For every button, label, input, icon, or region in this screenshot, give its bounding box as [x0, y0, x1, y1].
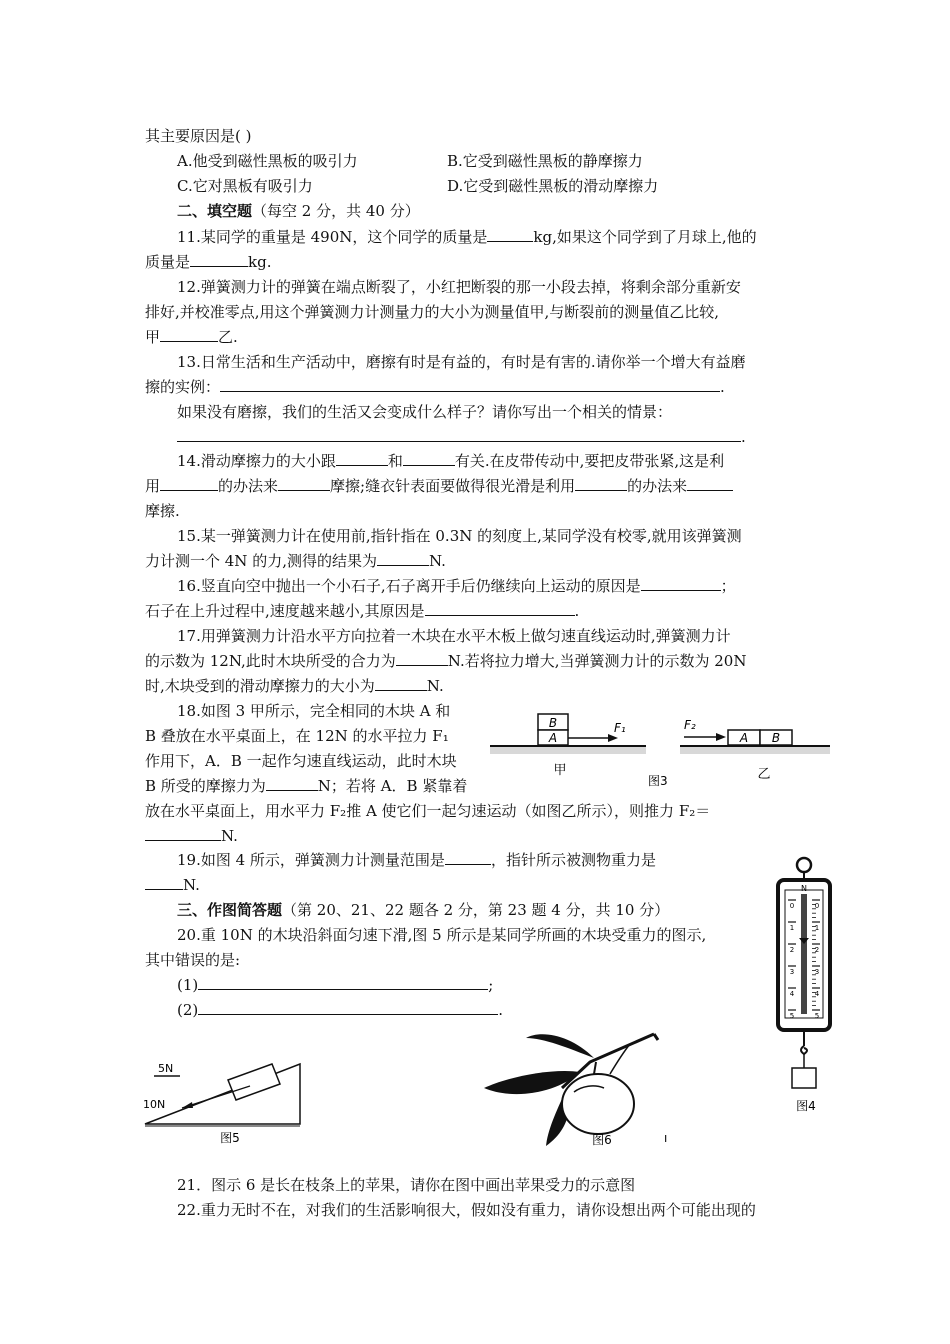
branch-tip [654, 1034, 658, 1040]
q10-option-b: B.它受到磁性黑板的静摩擦力 [447, 152, 643, 170]
leaf-top [526, 1034, 594, 1058]
tick-label: 1 [814, 924, 820, 932]
q17-line2 [145, 649, 746, 673]
q20-p2-label: (2) [177, 1001, 199, 1019]
q15-line1: 15.某一弹簧测力计在使用前,指针指在 0.3N 的刻度上,某同学没有校零,就用该弹簧测 [177, 527, 742, 545]
q14-text-e: 的办法来 [218, 477, 279, 495]
q20-part2 [177, 998, 503, 1022]
q19-blank-2[interactable] [145, 873, 183, 890]
q18-line3: 作用下，A．B 一起作匀速直线运动，此时木块 [145, 752, 457, 770]
figure-6-caption: 图6 [592, 1133, 612, 1147]
section3-title: 三、作图简答题 [177, 901, 283, 919]
scale-unit: N [801, 884, 807, 893]
scale-ring [797, 858, 811, 872]
tick-label: 0 [789, 902, 795, 910]
tick-label: 5 [814, 1012, 820, 1020]
q14-blank-5[interactable] [575, 474, 627, 491]
figure-5 [140, 1058, 305, 1150]
q16-blank-1[interactable] [641, 574, 721, 591]
q17-blank-1[interactable] [396, 649, 448, 666]
q13-text-c: . [741, 428, 746, 446]
q18-blank-1[interactable] [266, 774, 318, 791]
q17-line1: 17.用弹簧测力计沿水平方向拉着一木块在水平木板上做匀速直线运动时,弹簧测力计 [177, 627, 731, 645]
q18-text-a: B 所受的摩擦力为 [145, 777, 266, 795]
q11-text-d: kg. [248, 253, 272, 271]
section3-heading [177, 898, 669, 922]
q18-line1: 18.如图 3 甲所示，完全相同的木块 A 和 [177, 702, 451, 720]
label-yi: 乙 [757, 767, 771, 782]
q13-line2 [145, 375, 725, 399]
q20-blank-1[interactable] [198, 973, 488, 990]
gravity-arrowhead [182, 1102, 193, 1108]
q12-line2: 排好,并校准零点,用这个弹簧测力计测量力的大小为测量值甲,与断裂前的测量值乙比较, [145, 303, 720, 321]
q16-text-a: 16.竖直向空中抛出一个小石子,石子离开手后仍继续向上运动的原因是 [177, 577, 641, 595]
tick-label: 1 [789, 924, 795, 932]
q18-line4 [145, 774, 467, 798]
figure-4-caption: 图4 [796, 1099, 816, 1113]
q12-text-b: 乙. [218, 328, 238, 346]
q20-part1 [177, 973, 493, 997]
q20-blank-2[interactable] [198, 998, 498, 1015]
q16-text-b: ； [720, 577, 736, 595]
q16-blank-2[interactable] [425, 599, 575, 616]
q18-text-b: N；若将 A．B 紧靠着 [317, 777, 468, 795]
q20-line2: 其中错误的是: [145, 951, 241, 969]
q15-blank[interactable] [377, 549, 429, 566]
figure-3 [488, 710, 833, 790]
q16-line2 [145, 599, 579, 623]
q14-text-g: 的办法来 [627, 477, 688, 495]
q16-text-d: . [574, 602, 580, 620]
q16-line1 [177, 574, 736, 598]
q14-text-a: 14.滑动摩擦力的大小跟 [177, 452, 336, 470]
f1-label: F₁ [614, 721, 626, 735]
figure-6-mark: ı [664, 1131, 668, 1145]
f2-arrowhead [716, 733, 726, 741]
q11-text-b: kg,如果这个同学到了月球上,他的 [533, 228, 757, 246]
force-label: 10N [143, 1098, 166, 1111]
tick-label: 3 [789, 968, 795, 976]
q13-text-b: . [720, 378, 725, 396]
q14-text-b: 和 [387, 452, 403, 470]
section2-title: 二、填空题 [177, 202, 253, 220]
q18-text-c: N. [221, 827, 238, 845]
q13-blank-2[interactable] [177, 425, 741, 442]
q19-text-c: N. [183, 876, 200, 894]
q18-blank-2[interactable] [145, 824, 221, 841]
q17-text-b: N.若将拉力增大,当弹簧测力计的示数为 20N [447, 652, 747, 670]
q11-blank-2[interactable] [190, 250, 248, 267]
q22-line: 22.重力无时不在，对我们的生活影响很大，假如没有重力，请你设想出两个可能出现的 [177, 1201, 756, 1219]
q10-option-a: A.他受到磁性黑板的吸引力 [177, 152, 358, 170]
q14-blank-2[interactable] [403, 449, 455, 466]
table-hatch-yi [680, 747, 830, 754]
q12-line1: 12.弹簧测力计的弹簧在端点断裂了，小红把断裂的那一小段去掉，将剩余部分重新安 [177, 278, 741, 296]
q14-line1 [177, 449, 724, 473]
q12-line3 [145, 325, 238, 349]
block-a-label-yi: A [739, 731, 749, 745]
q13-line1: 13.日常生活和生产活动中，磨擦有时是有益的，有时是有害的.请你举一个增大有益磨 [177, 353, 746, 371]
q17-line3 [145, 674, 444, 698]
q17-text-a: 的示数为 12N,此时木块所受的合力为 [145, 652, 396, 670]
q19-text-b: ，指针所示被测物重力是 [490, 851, 656, 869]
figure-3-caption: 图3 [648, 774, 668, 788]
q10-tail: 其主要原因是( ) [145, 127, 252, 145]
scale-hook [801, 1046, 807, 1054]
q10-option-d: D.它受到磁性黑板的滑动摩擦力 [447, 177, 659, 195]
q14-blank-4[interactable] [278, 474, 330, 491]
q17-text-d: N. [426, 677, 444, 695]
tick-label: 4 [789, 990, 795, 998]
q20-p1-end: ; [488, 976, 494, 994]
q15-text-b: N. [428, 552, 446, 570]
q14-text-f: 摩擦;缝衣针表面要做得很光滑是利用 [330, 477, 576, 495]
q15-line2 [145, 549, 446, 573]
q20-p2-end: . [498, 1001, 504, 1019]
q12-blank[interactable] [160, 325, 218, 342]
tick-label: 0 [814, 902, 820, 910]
q14-line2 [145, 474, 733, 498]
q11-blank-1[interactable] [487, 225, 533, 242]
q11-line2 [145, 250, 271, 274]
q18-line2: B 叠放在水平桌面上，在 12N 的水平拉力 F₁ [145, 727, 449, 745]
q13-line4 [177, 425, 746, 449]
section3-note: （第 20、21、22 题各 2 分，第 23 题 4 分，共 10 分） [282, 901, 670, 919]
q11-text-c: 质量是 [145, 253, 191, 271]
q10-option-c: C.它对黑板有吸引力 [177, 177, 313, 195]
block-b-label-yi: B [771, 731, 781, 745]
q15-text-a: 力计测一个 4N 的力,测得的结果为 [145, 552, 377, 570]
tick-label: 2 [789, 946, 795, 954]
q12-text-a: 甲 [145, 328, 161, 346]
q19-blank-1[interactable] [445, 848, 491, 865]
q16-text-c: 石子在上升过程中,速度越来越小,其原因是 [145, 602, 425, 620]
q14-blank-6[interactable] [687, 474, 733, 491]
table-hatch-jia [490, 747, 646, 754]
q20-line1: 20.重 10N 的木块沿斜面匀速下滑,图 5 所示是某同学所画的木块受重力的图示, [177, 926, 707, 944]
f1-arrowhead [608, 734, 618, 742]
q11-line1 [177, 225, 757, 249]
q13-blank-1[interactable] [220, 375, 720, 392]
q19-line1 [177, 848, 656, 872]
figure-3-jia [490, 714, 646, 778]
q17-blank-2[interactable] [375, 674, 427, 691]
block-b-label: B [548, 716, 558, 730]
q14-text-c: 有关.在皮带传动中,要把皮带张紧,这是利 [454, 452, 725, 470]
tick-label: 2 [814, 946, 820, 954]
block-a-label: A [548, 731, 558, 745]
figure-5-caption: 图5 [220, 1131, 240, 1145]
tick-label: 4 [814, 990, 820, 998]
scale-spring [801, 894, 807, 1014]
q14-blank-1[interactable] [336, 449, 388, 466]
q19-text-a: 19.如图 4 所示，弹簧测力计测量范围是 [177, 851, 445, 869]
apple [562, 1074, 634, 1134]
q11-text-a: 11.某同学的重量是 490N，这个同学的质量是 [177, 228, 488, 246]
q14-line3: 摩擦. [145, 502, 180, 520]
q21-line: 21．图示 6 是长在枝条上的苹果，请你在图中画出苹果受力的示意图 [177, 1176, 636, 1194]
q18-line6 [145, 824, 238, 848]
q13-line3: 如果没有磨擦，我们的生活又会变成什么样子？请你写出一个相关的情景： [177, 403, 673, 421]
q14-blank-3[interactable] [160, 474, 218, 491]
q20-p1-label: (1) [177, 976, 199, 994]
figure-6 [470, 1028, 670, 1150]
q19-line2 [145, 873, 200, 897]
hanging-weight [792, 1068, 816, 1088]
scale-label: 5N [158, 1062, 174, 1075]
tick-label: 3 [814, 968, 820, 976]
f2-label: F₂ [684, 718, 696, 732]
section2-note: （每空 2 分，共 40 分） [252, 202, 420, 220]
q13-text-a: 擦的实例： [145, 378, 221, 396]
figure-3-yi [680, 718, 830, 782]
q17-text-c: 时,木块受到的滑动摩擦力的大小为 [145, 677, 375, 695]
q18-line5: 放在水平桌面上，用水平力 F₂推 A 使它们一起匀速运动（如图乙所示），则推力 F₂＝ [145, 802, 711, 820]
label-jia: 甲 [553, 763, 567, 778]
section2-heading [177, 199, 420, 223]
apple-stem [594, 1062, 596, 1074]
figure-4 [770, 856, 840, 1114]
tick-label: 5 [789, 1012, 795, 1020]
q14-text-d: 用 [145, 477, 161, 495]
